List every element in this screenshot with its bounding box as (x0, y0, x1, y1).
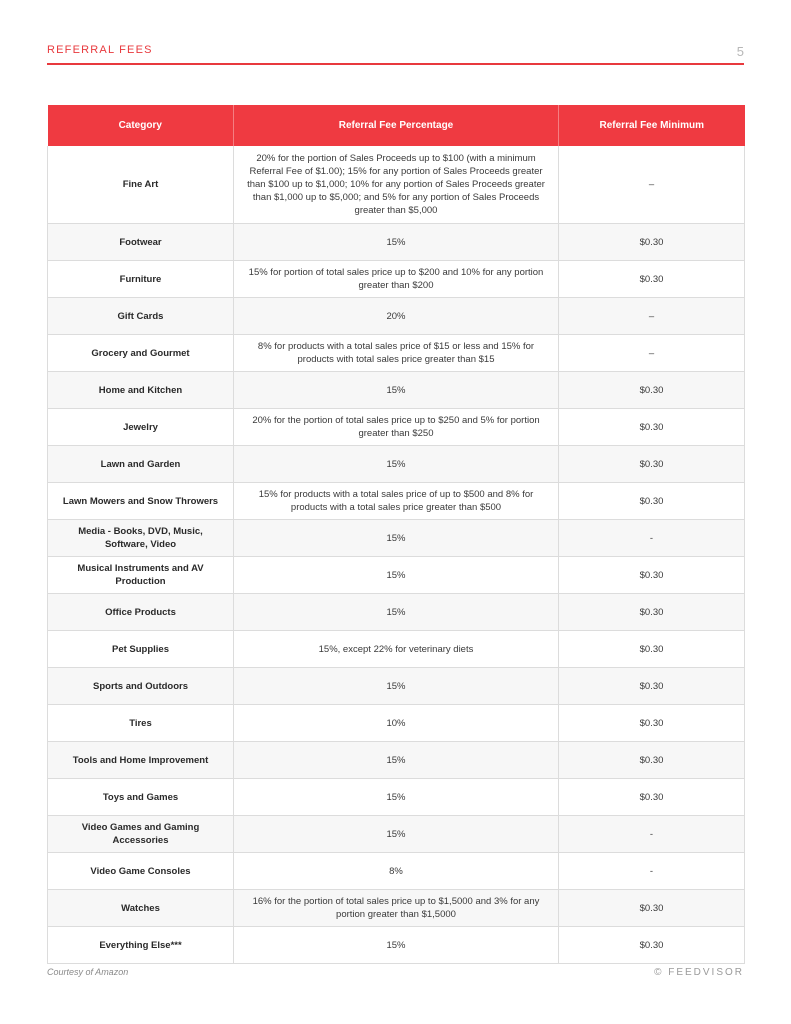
footer-credit: Courtesy of Amazon (47, 967, 129, 977)
category-cell: Everything Else*** (48, 927, 234, 964)
category-cell: Fine Art (48, 146, 234, 224)
percentage-cell: 10% (234, 705, 559, 742)
category-cell: Furniture (48, 261, 234, 298)
table-row (48, 520, 745, 557)
referral-fees-table (47, 105, 745, 964)
minimum-cell: $0.30 (559, 668, 745, 705)
category-cell: Tires (48, 705, 234, 742)
percentage-cell: 15% (234, 224, 559, 261)
table-row (48, 816, 745, 853)
percentage-cell: 8% for products with a total sales price of $15 or less and 15% for products with total sales price greater than $15 (234, 335, 559, 372)
header-divider (47, 63, 744, 65)
category-cell: Gift Cards (48, 298, 234, 335)
table-row (48, 335, 745, 372)
minimum-cell: $0.30 (559, 705, 745, 742)
percentage-cell: 15% (234, 372, 559, 409)
minimum-cell: $0.30 (559, 742, 745, 779)
minimum-cell: $0.30 (559, 224, 745, 261)
table-row (48, 779, 745, 816)
percentage-cell: 16% for the portion of total sales price up to $1,5000 and 3% for any portion greater than $1,5000 (234, 890, 559, 927)
minimum-cell: $0.30 (559, 557, 745, 594)
category-cell: Lawn Mowers and Snow Throwers (48, 483, 234, 520)
category-cell: Toys and Games (48, 779, 234, 816)
minimum-cell: $0.30 (559, 594, 745, 631)
percentage-cell: 20% (234, 298, 559, 335)
table-row (48, 594, 745, 631)
minimum-cell: $0.30 (559, 372, 745, 409)
percentage-cell: 20% for the portion of total sales price up to $250 and 5% for portion greater than $250 (234, 409, 559, 446)
table-header-row (48, 105, 745, 146)
table-row (48, 224, 745, 261)
minimum-cell: $0.30 (559, 890, 745, 927)
table-row (48, 446, 745, 483)
category-cell: Tools and Home Improvement (48, 742, 234, 779)
table-row (48, 372, 745, 409)
minimum-cell: $0.30 (559, 483, 745, 520)
minimum-cell: - (559, 520, 745, 557)
category-cell: Home and Kitchen (48, 372, 234, 409)
column-header-percentage: Referral Fee Percentage (234, 105, 559, 146)
percentage-cell: 15% (234, 594, 559, 631)
table-row (48, 631, 745, 668)
category-cell: Pet Supplies (48, 631, 234, 668)
table-row (48, 557, 745, 594)
minimum-cell: $0.30 (559, 631, 745, 668)
category-cell: Grocery and Gourmet (48, 335, 234, 372)
column-header-minimum: Referral Fee Minimum (559, 105, 745, 146)
category-cell: Musical Instruments and AV Production (48, 557, 234, 594)
category-cell: Office Products (48, 594, 234, 631)
minimum-cell: $0.30 (559, 261, 745, 298)
percentage-cell: 15% for products with a total sales price of up to $500 and 8% for products with a total sales price greater than $500 (234, 483, 559, 520)
table-row (48, 298, 745, 335)
table-row (48, 409, 745, 446)
table-row (48, 705, 745, 742)
column-header-category: Category (48, 105, 234, 146)
percentage-cell: 15% (234, 779, 559, 816)
minimum-cell: $0.30 (559, 409, 745, 446)
percentage-cell: 20% for the portion of Sales Proceeds up to $100 (with a minimum Referral Fee of $1.00); 15% for any portion of Sales Proceeds greater than $100 up to $1,000; 10% for any portion of Sales Proceeds greater than $1,000 up to $5,000; and 5% for any portion of Sales Proceeds greater than $5,000 (234, 146, 559, 224)
category-cell: Media - Books, DVD, Music, Software, Video (48, 520, 234, 557)
table-row (48, 890, 745, 927)
percentage-cell: 15% (234, 742, 559, 779)
minimum-cell: $0.30 (559, 927, 745, 964)
category-cell: Watches (48, 890, 234, 927)
table-row (48, 742, 745, 779)
table-row (48, 853, 745, 890)
page-number: 5 (736, 44, 744, 59)
percentage-cell: 15% (234, 446, 559, 483)
percentage-cell: 15% (234, 668, 559, 705)
category-cell: Video Game Consoles (48, 853, 234, 890)
percentage-cell: 8% (234, 853, 559, 890)
category-cell: Jewelry (48, 409, 234, 446)
page-title: REFERRAL FEES (47, 44, 153, 56)
minimum-cell: – (559, 298, 745, 335)
minimum-cell: - (559, 853, 745, 890)
percentage-cell: 15% (234, 557, 559, 594)
footer-brand: © FEEDVISOR (654, 967, 744, 978)
minimum-cell: - (559, 816, 745, 853)
percentage-cell: 15% (234, 520, 559, 557)
category-cell: Sports and Outdoors (48, 668, 234, 705)
category-cell: Video Games and Gaming Accessories (48, 816, 234, 853)
table-row (48, 668, 745, 705)
category-cell: Lawn and Garden (48, 446, 234, 483)
percentage-cell: 15%, except 22% for veterinary diets (234, 631, 559, 668)
minimum-cell: $0.30 (559, 446, 745, 483)
minimum-cell: – (559, 146, 745, 224)
percentage-cell: 15% (234, 816, 559, 853)
category-cell: Footwear (48, 224, 234, 261)
table-row (48, 146, 745, 224)
table-row (48, 483, 745, 520)
table-row (48, 261, 745, 298)
table-row (48, 927, 745, 964)
minimum-cell: $0.30 (559, 779, 745, 816)
percentage-cell: 15% for portion of total sales price up to $200 and 10% for any portion greater than $200 (234, 261, 559, 298)
minimum-cell: – (559, 335, 745, 372)
percentage-cell: 15% (234, 927, 559, 964)
